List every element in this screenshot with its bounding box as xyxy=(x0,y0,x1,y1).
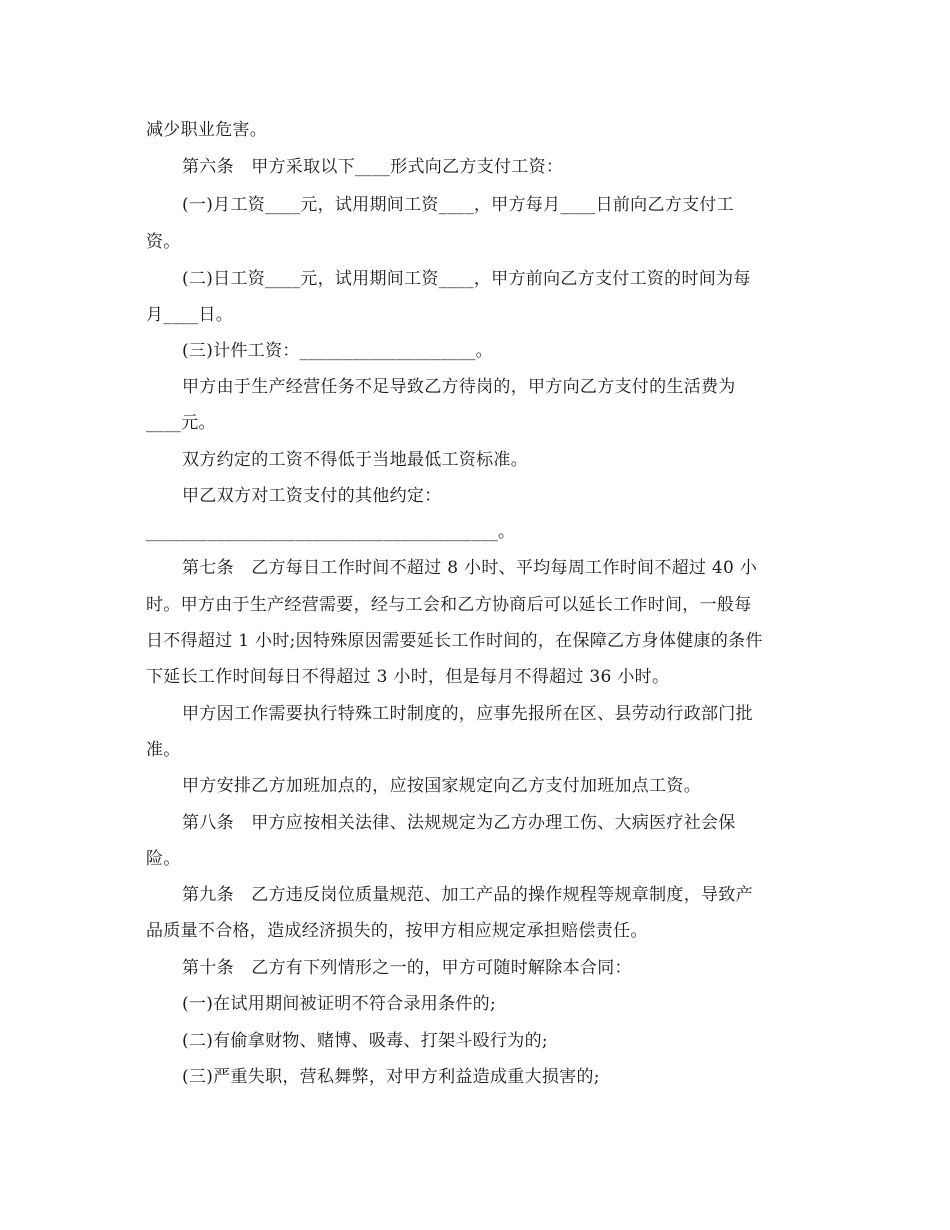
text-line: (二)日工资____元，试用期间工资____，甲方前向乙方支付工资的时间为每 xyxy=(182,269,751,289)
text-line: (三)计件工资：____________________。 xyxy=(182,341,493,361)
text-line: 甲方安排乙方加班加点的，应按国家规定向乙方支付加班加点工资。 xyxy=(182,776,701,796)
text-line: 准。 xyxy=(146,740,181,760)
text-line: 第六条 甲方采取以下____形式向乙方支付工资： xyxy=(182,157,564,177)
text-line: 资。 xyxy=(146,232,181,252)
text-line: 第七条 乙方每日工作时间不超过 8 小时、平均每周工作时间不超过 40 小 xyxy=(182,558,758,578)
text-line: 第十条 乙方有下列情形之一的，甲方可随时解除本合同： xyxy=(182,958,632,978)
text-line: 双方约定的工资不得低于当地最低工资标准。 xyxy=(182,450,528,470)
text-line: 第八条 甲方应按相关法律、法规规定为乙方办理工伤、大病医疗社会保 xyxy=(182,813,736,833)
text-line: 甲乙双方对工资支付的其他约定： xyxy=(182,486,442,506)
text-line: 时。甲方由于生产经营需要，经与工会和乙方协商后可以延长工作时间，一般每 xyxy=(146,595,752,615)
text-line: 甲方因工作需要执行特殊工时制度的，应事先报所在区、县劳动行政部门批 xyxy=(182,704,753,724)
text-line: (三)严重失职，营私舞弊，对甲方利益造成重大损害的; xyxy=(182,1067,600,1087)
text-line: 第九条 乙方违反岗位质量规范、加工产品的操作规程等规章制度，导致产 xyxy=(182,885,753,905)
text-line: ____元。 xyxy=(146,413,216,433)
text-line: (一)月工资____元，试用期间工资____，甲方每月____日前向乙方支付工 xyxy=(182,195,734,215)
text-line: 月____日。 xyxy=(146,305,234,325)
text-line: (一)在试用期间被证明不符合录用条件的; xyxy=(182,994,496,1014)
text-line: 险。 xyxy=(146,849,181,869)
text-line: 下延长工作时间每日不得超过 3 小时，但是每月不得超过 36 小时。 xyxy=(146,667,670,687)
text-line: (二)有偷拿财物、赌博、吸毒、打架斗殴行为的; xyxy=(182,1031,548,1051)
text-line: 减少职业危害。 xyxy=(146,120,268,140)
text-line: 日不得超过 1 小时;因特殊原因需要延长工作时间的，在保障乙方身体健康的条件 xyxy=(146,631,763,651)
text-line: 品质量不合格，造成经济损失的，按甲方相应规定承担赔偿责任。 xyxy=(146,921,648,941)
text-line: 甲方由于生产经营任务不足导致乙方待岗的，甲方向乙方支付的生活费为 xyxy=(182,377,736,397)
text-line: ________________________________________。 xyxy=(146,522,516,542)
